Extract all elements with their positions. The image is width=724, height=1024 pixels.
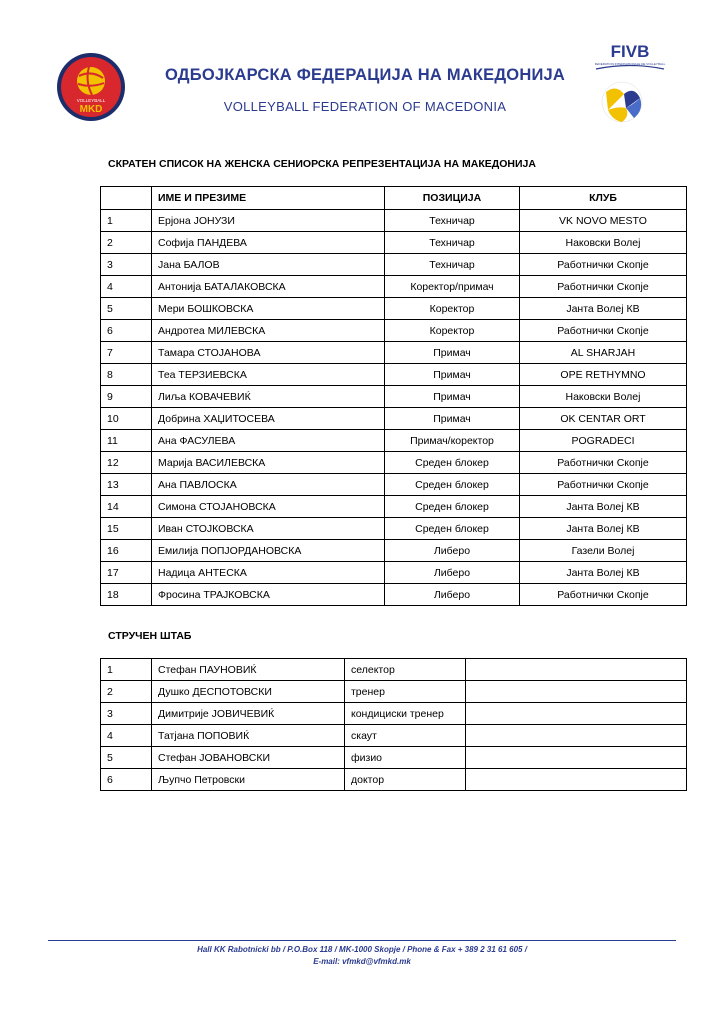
table-row [101, 518, 687, 540]
player-position: Техничар [385, 210, 520, 232]
player-club: Работнички Скопје [520, 276, 687, 298]
player-number: 2 [101, 232, 152, 254]
player-number: 18 [101, 584, 152, 606]
player-club: POGRADECI [520, 430, 687, 452]
player-club: Наковски Волеј [520, 232, 687, 254]
player-name: Тамара СТОЈАНОВА [152, 342, 385, 364]
staff-name: Стефан ЈОВАНОВСКИ [152, 747, 345, 769]
player-position: Среден блокер [385, 518, 520, 540]
player-name: Андротеа МИЛЕВСКА [152, 320, 385, 342]
player-club: OK CENTAR ORT [520, 408, 687, 430]
player-club: Работнички Скопје [520, 584, 687, 606]
table-row [101, 320, 687, 342]
table-row [101, 496, 687, 518]
staff-role: доктор [345, 769, 466, 791]
staff-extra [466, 769, 687, 791]
player-name: Марија ВАСИЛЕВСКА [152, 452, 385, 474]
fivb-logo-text: FIVB [610, 42, 650, 61]
player-number: 15 [101, 518, 152, 540]
org-title-english: VOLLEYBALL FEDERATION OF MACEDONIA [223, 99, 507, 114]
footer-address: Hall KK Rabotnicki bb / P.O.Box 118 / MK-1000 Skopje / Phone & Fax + 389 2 31 61 605 / [197, 945, 527, 954]
table-row [101, 584, 687, 606]
staff-section-title: СТРУЧЕН ШТАБ [108, 630, 192, 642]
table-row [101, 408, 687, 430]
player-number: 10 [101, 408, 152, 430]
player-club: Работнички Скопје [520, 474, 687, 496]
player-name: Ерјона ЈОНУЗИ [152, 210, 385, 232]
players-table-header [101, 187, 687, 210]
staff-role: скаут [345, 725, 466, 747]
player-number: 7 [101, 342, 152, 364]
player-position: Примач [385, 364, 520, 386]
staff-name: Љупчо Петровски [152, 769, 345, 791]
staff-role: тренер [345, 681, 466, 703]
fivb-logo [590, 40, 670, 130]
player-name: Лиља КОВАЧЕВИЌ [152, 386, 385, 408]
player-club: OPE RETHYMNO [520, 364, 687, 386]
staff-role: кондициски тренер [345, 703, 466, 725]
staff-extra [466, 681, 687, 703]
table-row [101, 386, 687, 408]
player-club: Газели Волеј [520, 540, 687, 562]
table-row [101, 562, 687, 584]
player-number: 17 [101, 562, 152, 584]
staff-number: 4 [101, 725, 152, 747]
player-number: 16 [101, 540, 152, 562]
table-row [101, 474, 687, 496]
player-position: Примач [385, 342, 520, 364]
player-number: 6 [101, 320, 152, 342]
player-position: Либеро [385, 584, 520, 606]
table-row [101, 430, 687, 452]
player-position: Среден блокер [385, 496, 520, 518]
player-name: Антонија БАТАЛАКОВСКА [152, 276, 385, 298]
player-number: 11 [101, 430, 152, 452]
player-club: AL SHARJAH [520, 342, 687, 364]
player-position: Либеро [385, 540, 520, 562]
player-position: Коректор [385, 298, 520, 320]
player-club: VK NOVO MESTO [520, 210, 687, 232]
logo-left-top-text: VOLLEYBALL [76, 98, 106, 103]
player-club: Јанта Волеј КВ [520, 518, 687, 540]
player-club: Работнички Скопје [520, 254, 687, 276]
table-row [101, 210, 687, 232]
staff-extra [466, 725, 687, 747]
player-position: Либеро [385, 562, 520, 584]
player-club: Работнички Скопје [520, 452, 687, 474]
table-row [101, 659, 687, 681]
player-name: Емилија ПОПЈОРДАНОВСКА [152, 540, 385, 562]
header-position: ПОЗИЦИЈА [385, 187, 520, 210]
player-position: Техничар [385, 232, 520, 254]
player-number: 13 [101, 474, 152, 496]
fivb-logo-subtext: FEDERATION INTERNATIONALE DE VOLLEYBALL [594, 62, 666, 66]
table-row [101, 298, 687, 320]
player-club: Наковски Волеј [520, 386, 687, 408]
header-name: ИМЕ И ПРЕЗИМЕ [152, 187, 385, 210]
player-name: Иван СТОЈКОВСКА [152, 518, 385, 540]
staff-number: 1 [101, 659, 152, 681]
volleyball-mkd-logo [56, 52, 126, 122]
table-row [101, 747, 687, 769]
player-position: Среден блокер [385, 452, 520, 474]
table-row [101, 232, 687, 254]
player-name: Надица АНТЕСКА [152, 562, 385, 584]
players-table [100, 186, 687, 606]
table-row [101, 769, 687, 791]
footer-divider [48, 940, 676, 941]
player-number: 8 [101, 364, 152, 386]
staff-name: Татјана ПОПОВИЌ [152, 725, 345, 747]
player-position: Примач [385, 386, 520, 408]
header-club: КЛУБ [520, 187, 687, 210]
table-row [101, 276, 687, 298]
staff-role: селектор [345, 659, 466, 681]
player-name: Мери БОШКОВСКА [152, 298, 385, 320]
table-row [101, 540, 687, 562]
staff-name: Душко ДЕСПОТОВСКИ [152, 681, 345, 703]
staff-number: 2 [101, 681, 152, 703]
player-position: Примач [385, 408, 520, 430]
player-position: Коректор/примач [385, 276, 520, 298]
player-name: Ана ПАВЛОСКА [152, 474, 385, 496]
staff-number: 3 [101, 703, 152, 725]
player-name: Симона СТОЈАНОВСКА [152, 496, 385, 518]
player-name: Јана БАЛОВ [152, 254, 385, 276]
player-number: 9 [101, 386, 152, 408]
player-position: Примач/коректор [385, 430, 520, 452]
org-title-macedonian: ОДБОЈКАРСКА ФЕДЕРАЦИЈА НА МАКЕДОНИЈА [164, 66, 566, 84]
table-row [101, 452, 687, 474]
table-row [101, 254, 687, 276]
player-position: Коректор [385, 320, 520, 342]
staff-role: физио [345, 747, 466, 769]
player-position: Среден блокер [385, 474, 520, 496]
staff-table [100, 658, 687, 791]
player-club: Јанта Волеј КВ [520, 298, 687, 320]
player-position: Техничар [385, 254, 520, 276]
player-club: Јанта Волеј КВ [520, 496, 687, 518]
logo-left-main-text: MKD [79, 104, 103, 115]
staff-extra [466, 659, 687, 681]
header-number [101, 187, 152, 210]
staff-extra [466, 703, 687, 725]
table-row [101, 364, 687, 386]
player-name: Фросина ТРАЈКОВСКА [152, 584, 385, 606]
player-number: 1 [101, 210, 152, 232]
player-number: 12 [101, 452, 152, 474]
table-row [101, 703, 687, 725]
staff-extra [466, 747, 687, 769]
player-name: Ана ФАСУЛЕВА [152, 430, 385, 452]
staff-number: 5 [101, 747, 152, 769]
player-name: Софија ПАНДЕВА [152, 232, 385, 254]
staff-number: 6 [101, 769, 152, 791]
table-row [101, 342, 687, 364]
player-number: 3 [101, 254, 152, 276]
player-number: 14 [101, 496, 152, 518]
player-number: 5 [101, 298, 152, 320]
player-name: Добрина ХАЏИТОСЕВА [152, 408, 385, 430]
players-section-title: СКРАТЕН СПИСОК НА ЖЕНСКА СЕНИОРСКА РЕПРЕЗЕНТАЦИЈА НА МАКЕДОНИЈА [108, 158, 536, 170]
player-number: 4 [101, 276, 152, 298]
staff-name: Димитрије ЈОВИЧЕВИЌ [152, 703, 345, 725]
player-club: Јанта Волеј КВ [520, 562, 687, 584]
player-club: Работнички Скопје [520, 320, 687, 342]
player-name: Теа ТЕРЗИЕВСКА [152, 364, 385, 386]
staff-name: Стефан ПАУНОВИЌ [152, 659, 345, 681]
table-row [101, 725, 687, 747]
table-row [101, 681, 687, 703]
footer-email: E-mail: vfmkd@vfmkd.mk [313, 957, 411, 966]
